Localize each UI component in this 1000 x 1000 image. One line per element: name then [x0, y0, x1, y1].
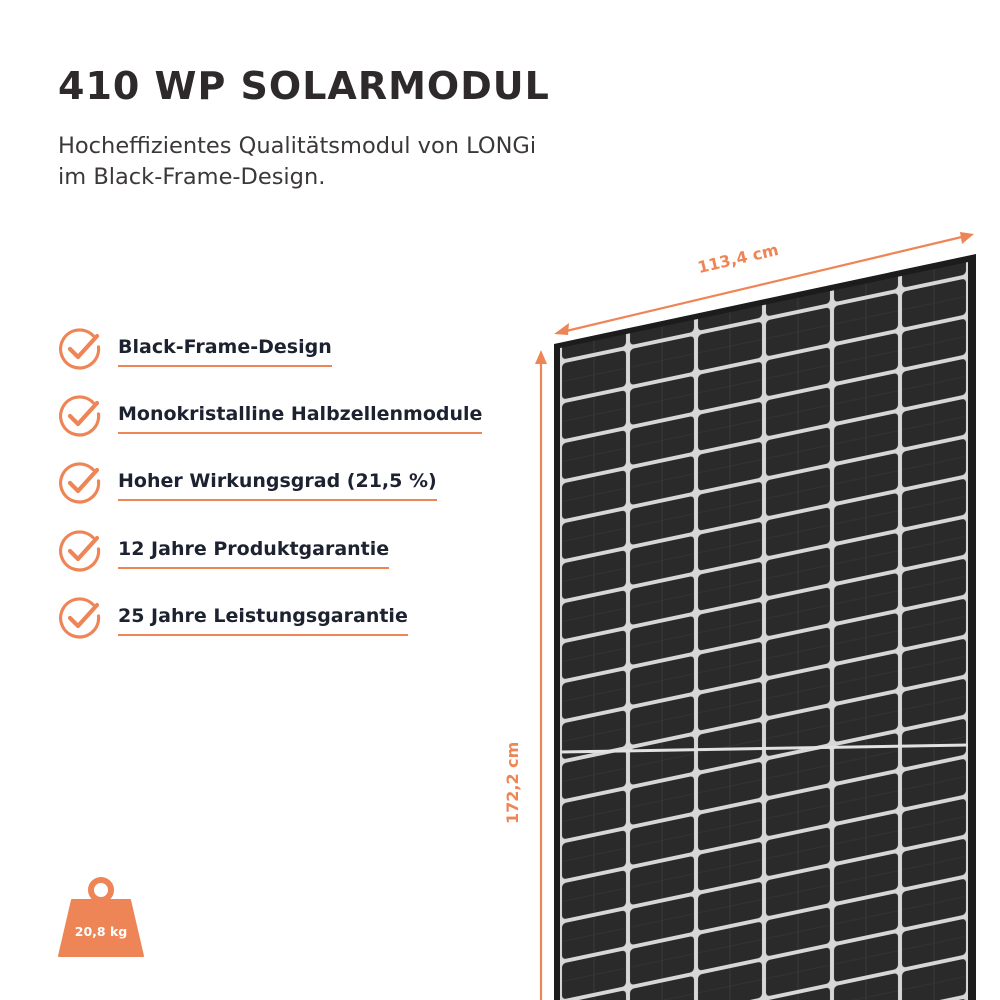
feature-label: Monokristalline Halbzellenmodule — [118, 403, 482, 434]
weight-label: 20,8 kg — [74, 924, 128, 939]
height-dimension-arrow — [535, 350, 547, 1000]
feature-label: 25 Jahre Leistungsgarantie — [118, 605, 408, 636]
feature-label: Black-Frame-Design — [118, 336, 332, 367]
page-title: 410 WP SOLARMODUL — [58, 64, 550, 108]
width-dimension-label: 113,4 cm — [695, 239, 781, 277]
height-dimension-label: 172,2 cm — [503, 741, 522, 824]
subtitle-line-2: im Black-Frame-Design. — [58, 164, 326, 190]
panel-cells — [560, 93, 980, 1000]
feature-label: 12 Jahre Produktgarantie — [118, 538, 389, 569]
feature-label: Hoher Wirkungsgrad (21,5 %) — [118, 470, 437, 501]
subtitle-line-1: Hocheffizientes Qualitätsmodul von LONGi — [58, 133, 537, 159]
